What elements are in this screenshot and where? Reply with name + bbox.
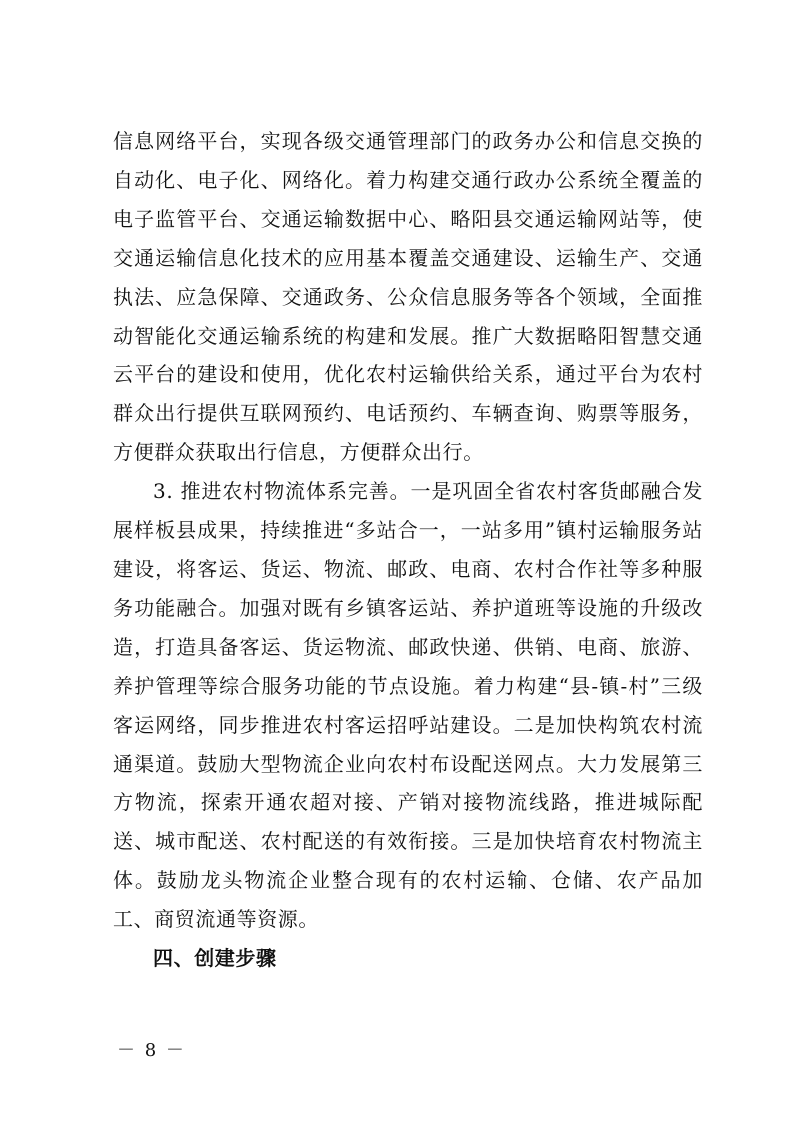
section-heading: 四、创建步骤 xyxy=(153,946,277,971)
page-number: － 8 － xyxy=(117,1040,186,1061)
body-text xyxy=(113,122,703,978)
paragraph-continuation: 信息网络平台，实现各级交通管理部门的政务办公和信息交换的自动化、电子化、网络化。着力构建交通行政办公系统全覆盖的电子监管平台、交通运输数据中心、略阳县交通运输网站等，使交通运输信息化技术的应用基本覆盖交通建设、运输生产、交通执法、应急保障、交通政务、公众信息服务等各个领域，全面推动智能化交通运输系统的构建和发展。推广大数据略阳智慧交通云平台的建设和使用，优化农村运输供给关系，通过平台为农村群众出行提供互联网预约、电话预约、车辆查询、购票等服务，方便群众获取出行信息，方便群众出行。 xyxy=(113,129,703,465)
paragraph-rural-logistics: 3. 推进农村物流体系完善。一是巩固全省农村客货邮融合发展样板县成果，持续推进“多站合一，一站多用”镇村运输服务站建设，将客运、货运、物流、邮政、电商、农村合作社等多种服务功能融合。加强对既有乡镇客运站、养护道班等设施的升级改造，打造具备客运、货运物流、邮政快递、供销、电商、旅游、养护管理等综合服务功能的节点设施。着力构建“县-镇-村”三级客运网络，同步推进农村客运招呼站建设。二是加快构筑农村流通渠道。鼓励大型物流企业向农村布设配送网点。大力发展第三方物流，探索开通农超对接、产销对接物流线路，推进城际配送、城市配送、农村配送的有效衔接。三是加快培育农村物流主体。鼓励龙头物流企业整合现有的农村运输、仓储、农产品加工、商贸流通等资源。 xyxy=(113,479,703,932)
